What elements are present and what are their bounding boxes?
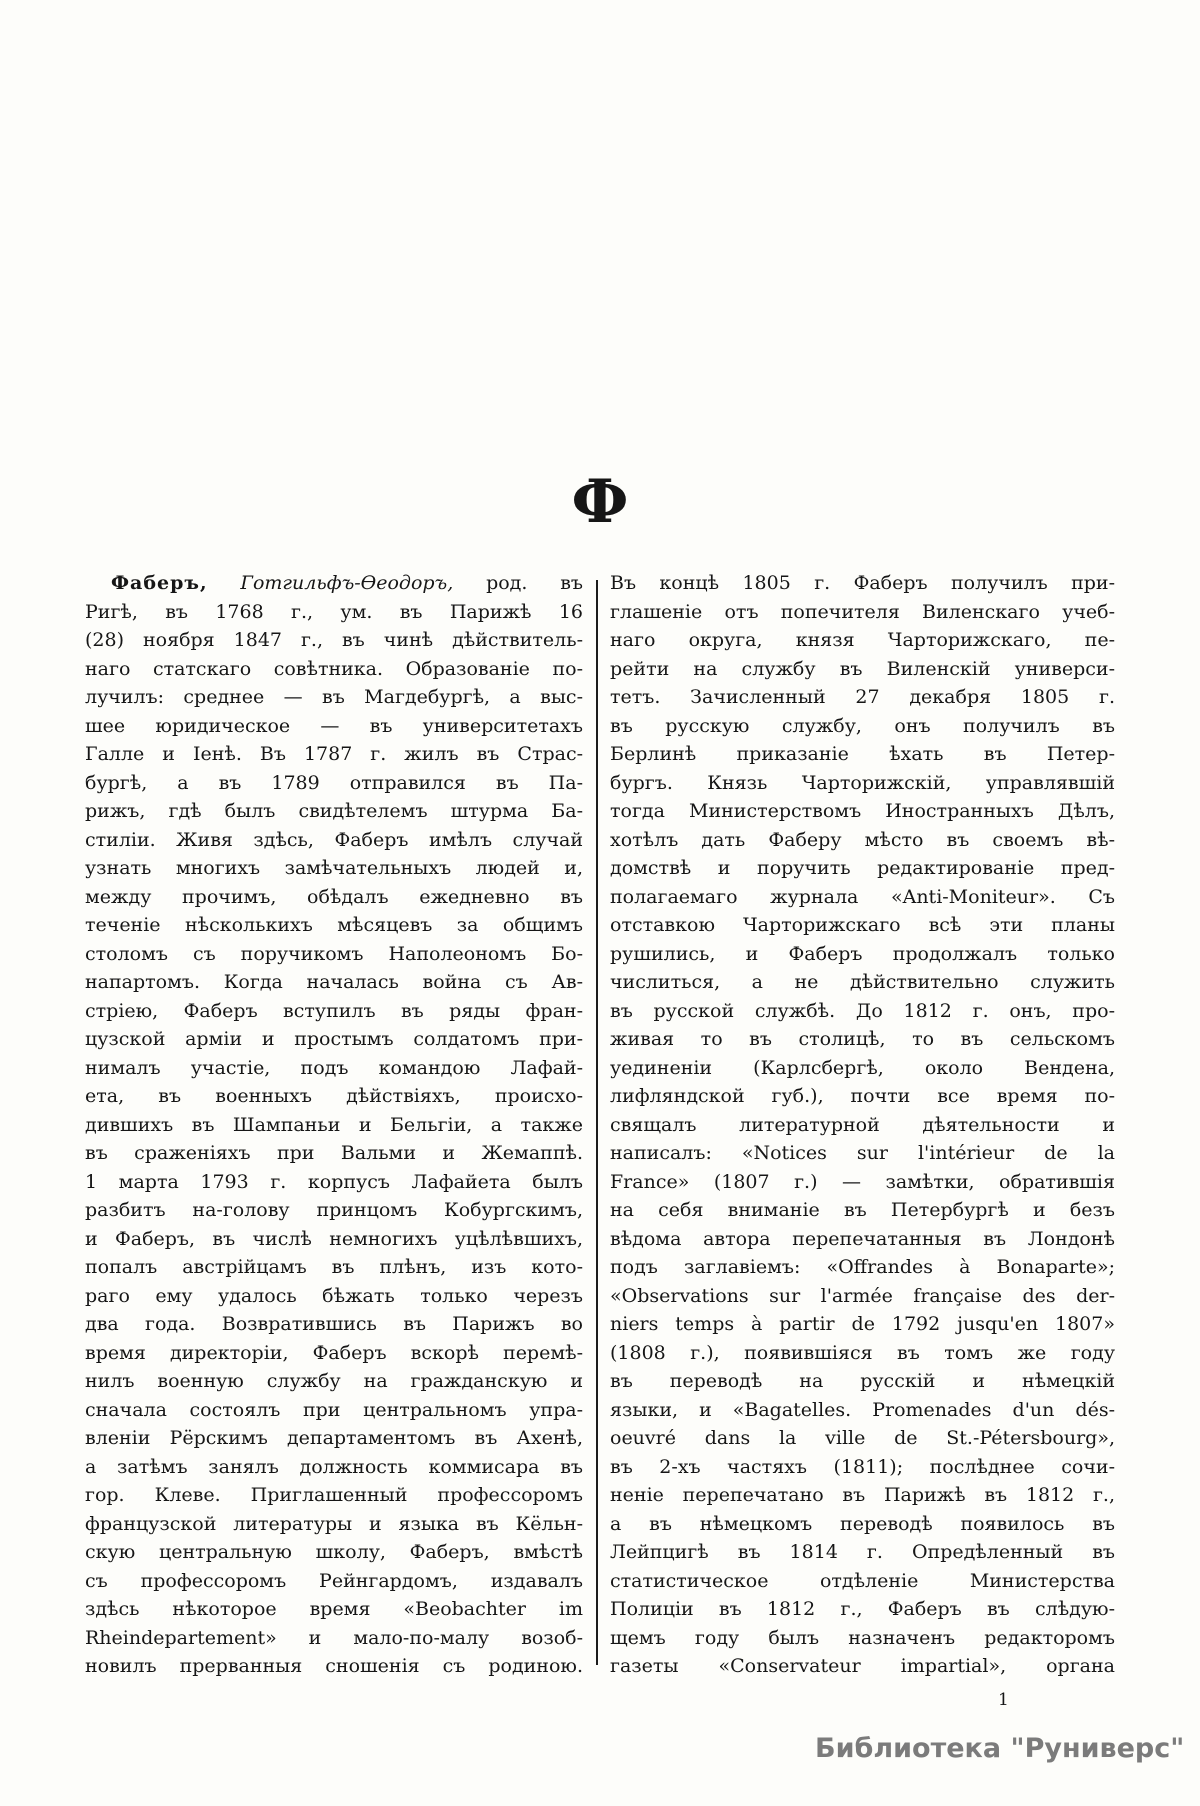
text-line: газеты «Conservateur impartial», органа [610, 1655, 1115, 1677]
text-line: напартомъ. Когда началась война съ Ав- [85, 971, 583, 993]
text-line: France» (1807 г.) — замѣтки, обратившія [610, 1170, 1115, 1193]
text-line: между прочимъ, обѣдалъ ежедневно въ [85, 885, 583, 908]
text-line: узнать многихъ замѣчательныхъ людей и, [85, 857, 583, 879]
text-line: oeuvré dans la ville de St.-Pétersbourg», [610, 1427, 1115, 1449]
text-line: наго округа, князя Чарторижскаго, пе- [610, 629, 1115, 651]
text-line: Ригѣ, въ 1768 г., ум. въ Парижѣ 16 [85, 600, 583, 623]
text-line: отставкою Чарторижскаго всѣ эти планы [610, 914, 1115, 936]
text-line: живая то въ столицѣ, то въ сельскомъ [610, 1028, 1115, 1050]
text-line: Rheindepartement» и мало-по-малу возоб- [85, 1626, 583, 1649]
text-line: а затѣмъ занялъ должность коммисара въ [85, 1455, 583, 1478]
left-column [85, 569, 583, 1681]
text-line: и Фаберъ, въ числѣ немногихъ уцѣлѣвшихъ, [85, 1227, 583, 1250]
text-line: niers temps à partir de 1792 jusqu'en 1807» [610, 1313, 1115, 1335]
text-line: тогда Министерствомъ Иностранныхъ Дѣлъ, [610, 800, 1115, 822]
text-line: наго статскаго совѣтника. Образованіе по- [85, 657, 583, 680]
text-line: въ 2-хъ частяхъ (1811); послѣднее сочи- [610, 1455, 1115, 1478]
text-line: стиліи. Живя здѣсь, Фаберъ имѣлъ случай [85, 828, 583, 851]
text-line: лучилъ: среднее — въ Магдебургѣ, а выс- [85, 686, 583, 708]
text-line: разбитъ на-голову принцомъ Кобургскимъ, [85, 1199, 583, 1221]
text-line: цузской арміи и простымъ солдатомъ при- [85, 1028, 583, 1050]
text-line: тетъ. Зачисленный 27 декабря 1805 г. [610, 686, 1115, 708]
text-line: французской литературы и языка въ Кёльн- [85, 1512, 583, 1535]
entry-first-line [85, 569, 583, 598]
text-line: нималъ участіе, подъ командою Лафай- [85, 1056, 583, 1079]
text-line: на себя вниманіе въ Петербургѣ и безъ [610, 1199, 1115, 1221]
text-line: Берлинѣ приказаніе ѣхать въ Петер- [610, 743, 1115, 765]
text-line: Галле и Іенѣ. Въ 1787 г. жилъ въ Страс- [85, 743, 583, 765]
text-line: уединеніи (Карлсбергѣ, около Вендена, [610, 1056, 1115, 1079]
text-line: глашеніе отъ попечителя Виленскаго учеб- [610, 600, 1115, 623]
right-column-lines [610, 569, 1115, 1681]
text-line: столомъ съ поручикомъ Наполеономъ Бо- [85, 942, 583, 965]
text-line: рижъ, гдѣ былъ свидѣтелемъ штурма Ба- [85, 800, 583, 822]
entry-name-italic: Готгильфъ-Ѳеодоръ, [240, 572, 454, 594]
text-line: щемъ году былъ назначенъ редакторомъ [610, 1626, 1115, 1649]
text-line: Полиціи въ 1812 г., Фаберъ въ слѣдую- [610, 1598, 1115, 1620]
library-watermark: Библиотека "Руниверс" [815, 1733, 1185, 1764]
text-line: лифляндской губ.), почти все время по- [610, 1085, 1115, 1107]
text-line: числиться, а не дѣйствительно служить [610, 971, 1115, 993]
text-line: вѣдома автора перепечатанныя въ Лондонѣ [610, 1227, 1115, 1250]
text-line: свящалъ литературной дѣятельности и [610, 1113, 1115, 1136]
text-line: гор. Клеве. Приглашенный профессоромъ [85, 1484, 583, 1506]
text-line: Въ концѣ 1805 г. Фаберъ получилъ при- [610, 572, 1115, 594]
text-line: неніе перепечатано въ Парижѣ въ 1812 г., [610, 1484, 1115, 1506]
right-column [610, 569, 1115, 1681]
text-line: Лейпцигѣ въ 1814 г. Опредѣленный въ [610, 1541, 1115, 1563]
text-line: домствѣ и поручить редактированіе пред- [610, 857, 1115, 879]
text-line: раго ему удалось бѣжать только черезъ [85, 1284, 583, 1307]
text-line: сначала состоялъ при центральномъ упра- [85, 1398, 583, 1421]
column-divider-rule [596, 580, 598, 1665]
text-line: теченіе нѣсколькихъ мѣсяцевъ за общимъ [85, 914, 583, 936]
text-line: (28) ноября 1847 г., въ чинѣ дѣйствитель- [85, 629, 583, 651]
text-line: языки, и «Bagatelles. Promenades d'un dés- [610, 1398, 1115, 1421]
entry-first-line-rest: род. въ [486, 572, 583, 594]
text-line: дившихъ въ Шампаньи и Бельгіи, а также [85, 1113, 583, 1136]
text-line: рушились, и Фаберъ продолжалъ только [610, 942, 1115, 965]
two-column-text-block [85, 569, 1115, 1681]
text-line: два года. Возвратившись въ Парижъ во [85, 1313, 583, 1335]
text-line: подъ заглавіемъ: «Offrandes à Bonaparte»; [610, 1256, 1115, 1278]
text-line: шее юридическое — въ университетахъ [85, 714, 583, 737]
text-line: написалъ: «Notices sur l'intérieur de la [610, 1142, 1115, 1164]
text-line: а въ нѣмецкомъ переводѣ появилось въ [610, 1512, 1115, 1535]
text-line: бургъ. Князь Чарторижскій, управлявшій [610, 771, 1115, 794]
left-column-lines [85, 598, 583, 1681]
text-line: рейти на службу въ Виленскій универси- [610, 657, 1115, 680]
text-line: съ профессоромъ Рейнгардомъ, издавалъ [85, 1569, 583, 1592]
text-line: въ переводѣ на русскій и нѣмецкій [610, 1370, 1115, 1392]
text-line: здѣсь нѣкоторое время «Beobachter im [85, 1598, 583, 1620]
text-line: бургѣ, а въ 1789 отправился въ Па- [85, 771, 583, 794]
text-line: (1808 г.), появившіяся въ томъ же году [610, 1341, 1115, 1364]
text-line: нилъ военную службу на гражданскую и [85, 1370, 583, 1392]
text-line: статистическое отдѣленіе Министерства [610, 1569, 1115, 1592]
text-line: въ русскую службу, онъ получилъ въ [610, 714, 1115, 737]
text-line: вленіи Рёрскимъ департаментомъ въ Ахенѣ, [85, 1427, 583, 1449]
text-line: стріею, Фаберъ вступилъ въ ряды фран- [85, 999, 583, 1022]
text-line: полагаемаго журнала «Anti-Moniteur». Съ [610, 885, 1115, 908]
page-number: 1 [998, 1690, 1009, 1710]
entry-headword: Фаберъ, [111, 572, 208, 594]
text-line: скую центральную школу, Фаберъ, вмѣстѣ [85, 1541, 583, 1563]
text-line: ета, въ военныхъ дѣйствіяхъ, происхо- [85, 1085, 583, 1107]
text-line: «Observations sur l'armée française des der- [610, 1284, 1115, 1307]
text-line: новилъ прерванныя сношенія съ родиною. [85, 1655, 583, 1677]
text-line: 1 марта 1793 г. корпусъ Лафайета былъ [85, 1170, 583, 1193]
text-line: въ сраженіяхъ при Вальми и Жемаппѣ. [85, 1142, 583, 1164]
text-line: хотѣлъ дать Фаберу мѣсто въ своемъ вѣ- [610, 828, 1115, 851]
section-letter-heading: Ф [571, 467, 629, 537]
text-line: попалъ австрійцамъ въ плѣнъ, изъ кото- [85, 1256, 583, 1278]
text-line: въ русской службѣ. До 1812 г. онъ, про- [610, 999, 1115, 1022]
text-line: время директоріи, Фаберъ вскорѣ перемѣ- [85, 1341, 583, 1364]
